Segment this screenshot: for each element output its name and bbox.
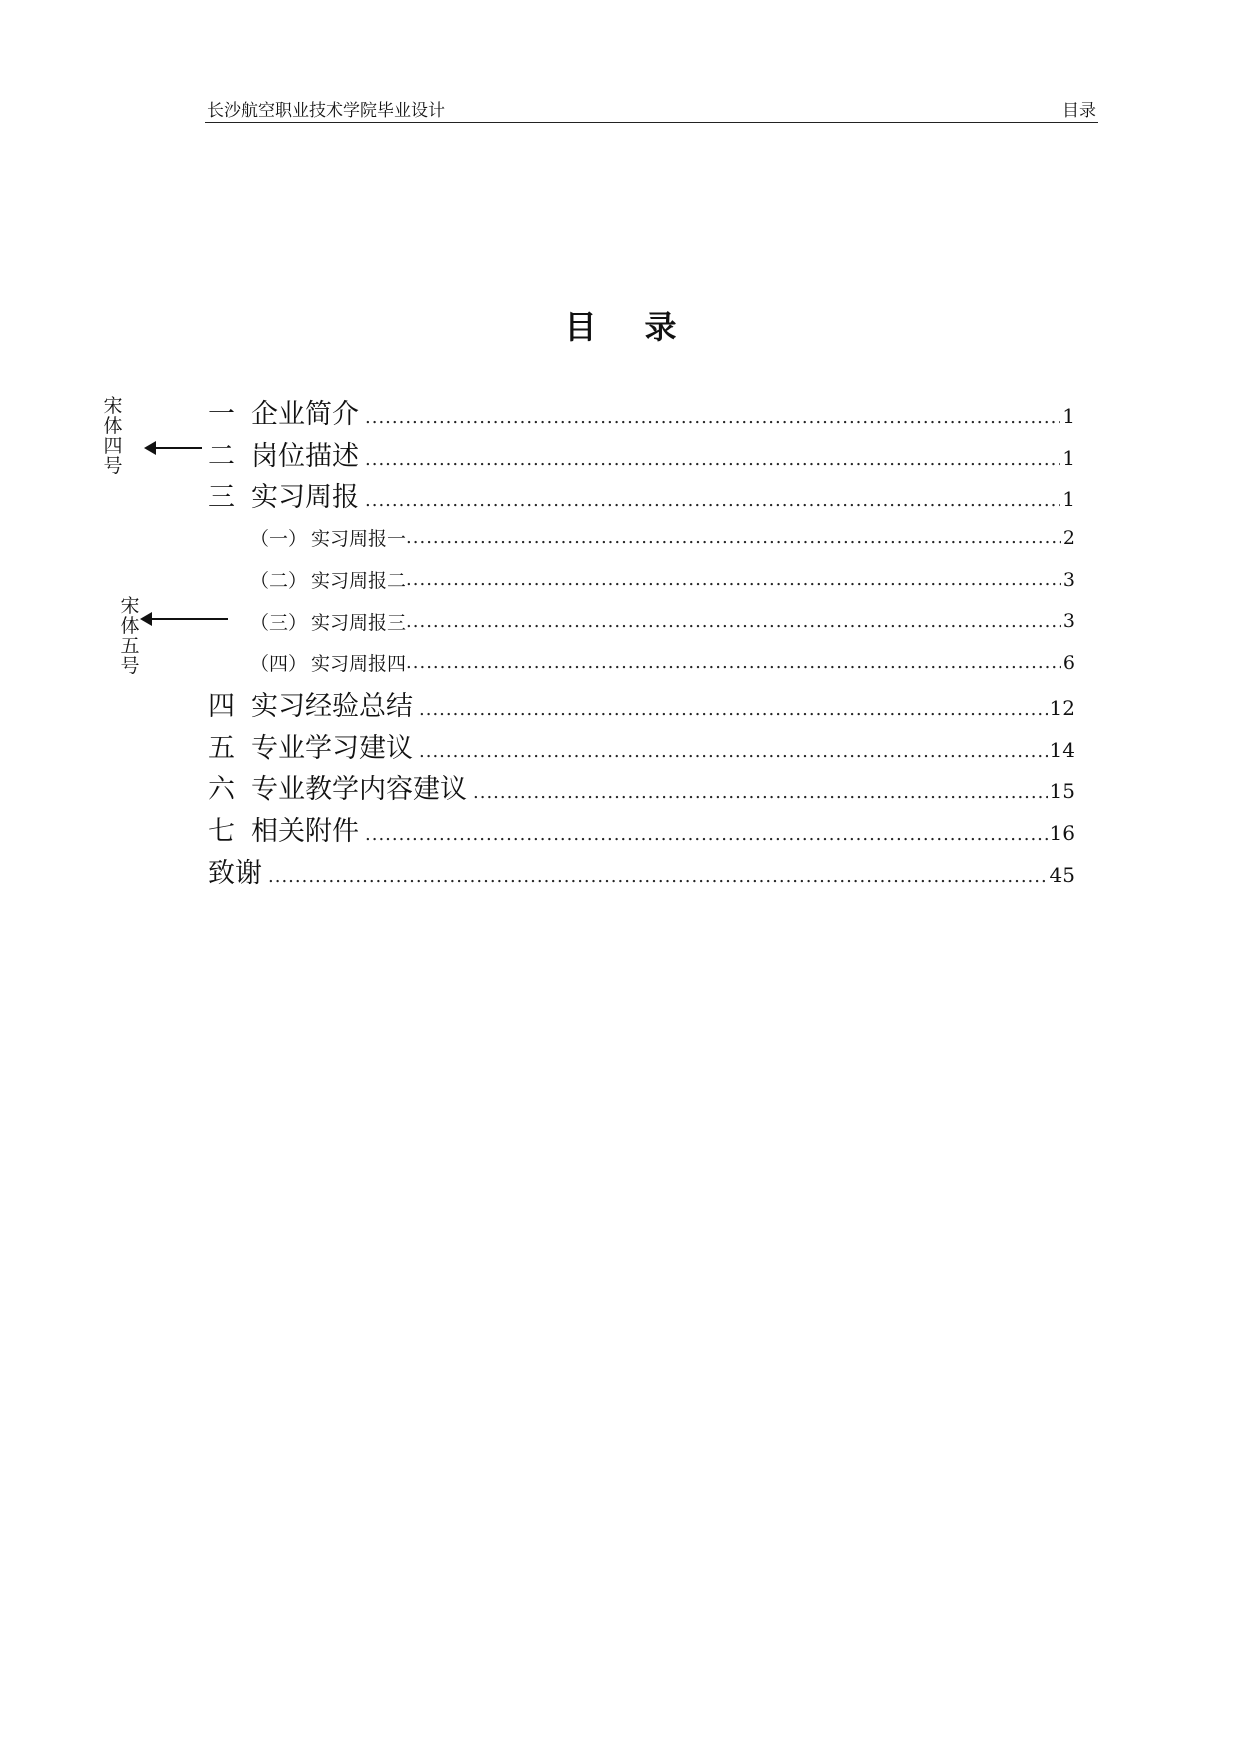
toc-entry-number: 六 xyxy=(208,774,235,806)
toc-entry-page: 3 xyxy=(1062,568,1075,591)
toc-entry-title: 专业教学内容建议 xyxy=(251,774,467,806)
toc-entry-page: 16 xyxy=(1049,820,1075,845)
toc-entry-number: 四 xyxy=(208,690,235,722)
toc-entry[interactable] xyxy=(208,684,1075,726)
toc-subentry[interactable] xyxy=(208,642,1075,684)
toc-entry-page: 12 xyxy=(1049,695,1075,720)
annotation-char: 四 xyxy=(103,435,123,457)
toc-entry-title: 实习周报三 xyxy=(311,611,407,634)
toc-entry-number: 五 xyxy=(208,732,235,764)
toc-entry-page: 1 xyxy=(1062,445,1075,470)
table-of-contents xyxy=(208,392,1075,892)
arrow-left-icon xyxy=(146,447,202,449)
toc-entry-title: 相关附件 xyxy=(251,815,359,847)
toc-entry[interactable] xyxy=(208,392,1075,434)
toc-leader-dots xyxy=(365,449,1060,470)
header-section-name: 目录 xyxy=(1062,101,1096,121)
toc-entry-title: 专业学习建议 xyxy=(251,732,413,764)
toc-title xyxy=(0,302,1241,348)
toc-entry[interactable] xyxy=(208,851,1075,893)
toc-leader-dots xyxy=(419,741,1048,762)
toc-leader-dots xyxy=(406,527,1061,548)
toc-entry-title: 实习周报四 xyxy=(311,653,407,676)
annotation-char: 体 xyxy=(103,415,123,437)
toc-entry[interactable] xyxy=(208,726,1075,768)
toc-entry-number: 一 xyxy=(208,399,235,430)
toc-subentry[interactable] xyxy=(208,600,1075,642)
toc-entry-number: （四） xyxy=(250,653,308,676)
toc-entry-title: 实习周报二 xyxy=(311,570,407,593)
toc-leader-dots xyxy=(406,652,1061,673)
toc-entry-page: 45 xyxy=(1049,862,1075,887)
toc-entry[interactable] xyxy=(208,809,1075,851)
toc-title-char-2: 录 xyxy=(644,308,677,346)
toc-entry-number: （一） xyxy=(250,528,308,551)
toc-leader-dots xyxy=(406,611,1061,632)
toc-entry-page: 6 xyxy=(1062,651,1075,674)
toc-entry-number: 七 xyxy=(208,815,235,847)
page-header xyxy=(205,92,1098,123)
toc-entry-page: 2 xyxy=(1062,526,1075,549)
annotation-char: 宋 xyxy=(103,395,123,417)
toc-entry-title: 岗位描述 xyxy=(251,440,359,472)
toc-leader-dots xyxy=(419,699,1048,720)
toc-entry-number: 三 xyxy=(208,482,235,514)
toc-entry-page: 3 xyxy=(1062,610,1075,633)
toc-entry-title: 企业简介 xyxy=(251,399,359,430)
toc-entry-title: 实习周报一 xyxy=(311,528,407,551)
toc-entry-page: 15 xyxy=(1049,779,1075,804)
toc-entry-number: （三） xyxy=(250,611,308,634)
toc-entry-title: 实习经验总结 xyxy=(251,690,413,722)
annotation-char: 五 xyxy=(120,635,140,657)
arrow-left-icon xyxy=(142,618,228,620)
toc-entry-page: 1 xyxy=(1062,404,1075,428)
toc-entry-number: （二） xyxy=(250,570,308,593)
header-school-name: 长沙航空职业技术学院毕业设计 xyxy=(207,101,445,121)
toc-entry[interactable] xyxy=(208,767,1075,809)
toc-entry-title: 致谢 xyxy=(208,857,262,889)
annotation-char: 号 xyxy=(120,655,140,677)
toc-subentry[interactable] xyxy=(208,517,1075,559)
annotation-char: 体 xyxy=(120,615,140,637)
toc-entry[interactable] xyxy=(208,434,1075,476)
toc-leader-dots xyxy=(365,490,1060,511)
toc-leader-dots xyxy=(406,569,1061,590)
toc-entry-page: 14 xyxy=(1049,737,1075,762)
annotation-char: 号 xyxy=(103,455,123,477)
toc-leader-dots xyxy=(268,866,1048,887)
toc-entry-title: 实习周报 xyxy=(251,482,359,514)
toc-entry[interactable] xyxy=(208,475,1075,517)
toc-leader-dots xyxy=(365,407,1060,428)
toc-entry-number: 二 xyxy=(208,440,235,472)
annotation-char: 宋 xyxy=(120,595,140,617)
toc-title-char-1: 目 xyxy=(564,308,597,346)
toc-leader-dots xyxy=(365,824,1048,845)
toc-leader-dots xyxy=(473,782,1048,803)
font-annotation-level2 xyxy=(119,596,141,676)
toc-entry-page: 1 xyxy=(1062,487,1075,512)
toc-subentry[interactable] xyxy=(208,559,1075,601)
font-annotation-level1 xyxy=(102,396,124,476)
